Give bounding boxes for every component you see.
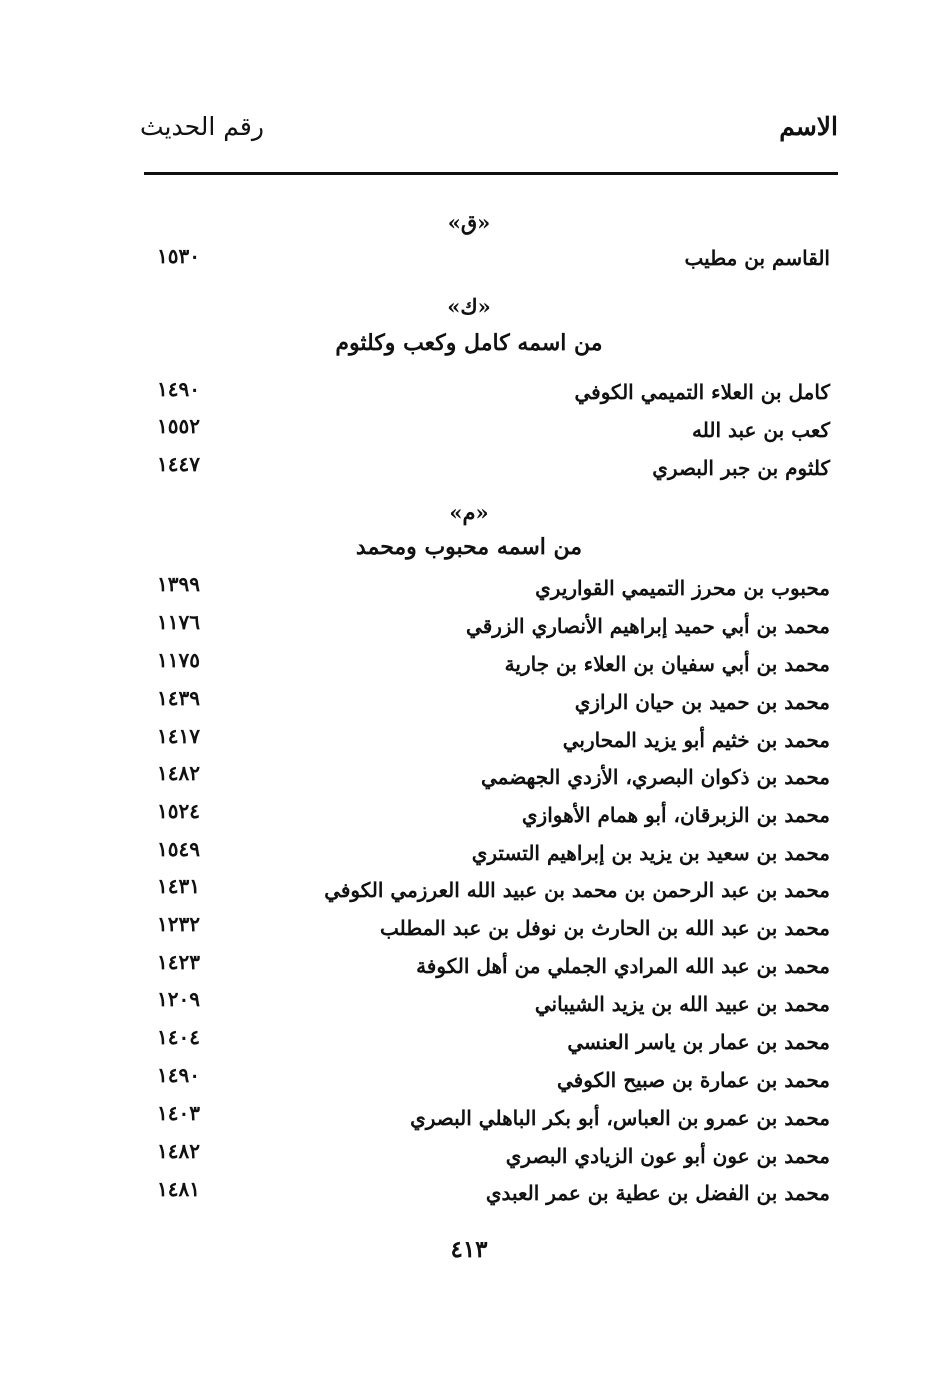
entry-name: محمد بن حميد بن حيان الرازي bbox=[574, 690, 830, 714]
entry-row bbox=[130, 1181, 830, 1215]
entry-number: ١٤٨٢ bbox=[157, 761, 200, 785]
entry-number: ١٤٣٩ bbox=[157, 686, 200, 710]
section-subtitle-kaf: من اسمه كامل وكعب وكلثوم bbox=[335, 330, 603, 356]
entry-name: كعب بن عبد الله bbox=[692, 418, 830, 442]
entry-row bbox=[130, 614, 830, 648]
entry-name: محمد بن الفضل بن عطية بن عمر العبدي bbox=[485, 1181, 830, 1205]
entry-number: ١٥٤٩ bbox=[157, 837, 200, 861]
entry-number: ١٤٩٠ bbox=[157, 377, 200, 401]
entry-row bbox=[130, 418, 830, 452]
entry-row bbox=[130, 878, 830, 912]
entry-row bbox=[130, 652, 830, 686]
entry-row bbox=[130, 803, 830, 837]
entry-name: محمد بن عون أبو عون الزيادي البصري bbox=[505, 1144, 830, 1168]
entry-number: ١٥٢٤ bbox=[157, 799, 200, 823]
entry-number: ١١٧٦ bbox=[157, 610, 200, 634]
entry-number: ١٤٤٧ bbox=[157, 452, 200, 476]
entry-name: محمد بن عبد الله المرادي الجملي من أهل الكوفة bbox=[416, 954, 830, 978]
entry-number: ١٥٥٢ bbox=[157, 414, 200, 438]
entry-name: محمد بن سعيد بن يزيد بن إبراهيم التستري bbox=[471, 841, 830, 865]
entry-row bbox=[130, 690, 830, 724]
entry-number: ١٤٠٤ bbox=[157, 1025, 200, 1049]
entry-row bbox=[130, 916, 830, 950]
entry-number: ١٤٩٠ bbox=[157, 1063, 200, 1087]
section-letter-qaf: «ق» bbox=[447, 210, 491, 235]
entry-row bbox=[130, 841, 830, 875]
entry-number: ١٢٣٢ bbox=[157, 912, 200, 936]
entry-name: محمد بن ذكوان البصري، الأزدي الجهضمي bbox=[480, 765, 830, 789]
entry-name: محمد بن عبد الرحمن بن محمد بن عبيد الله العرزمي الكوفي bbox=[324, 878, 830, 902]
entry-name: محمد بن عمرو بن العباس، أبو بكر الباهلي البصري bbox=[410, 1106, 830, 1130]
entry-name: محمد بن عمار بن ياسر العنسي bbox=[567, 1030, 830, 1054]
section-letter-mim: «م» bbox=[449, 500, 489, 525]
entry-row bbox=[130, 765, 830, 799]
entry-name: محمد بن عبيد الله بن يزيد الشيباني bbox=[534, 992, 830, 1016]
entry-number: ١٤١٧ bbox=[157, 724, 200, 748]
entry-row bbox=[130, 456, 830, 490]
entry-name: محمد بن عبد الله بن الحارث بن نوفل بن عبد المطلب bbox=[379, 916, 830, 940]
entry-name: محمد بن خثيم أبو يزيد المحاربي bbox=[562, 728, 830, 752]
section-subtitle-mim: من اسمه محبوب ومحمد bbox=[355, 534, 583, 560]
entry-number: ١٥٣٠ bbox=[157, 244, 200, 268]
entry-number: ١٤٣١ bbox=[157, 874, 200, 898]
entry-name: محمد بن الزبرقان، أبو همام الأهوازي bbox=[521, 803, 830, 827]
entry-row bbox=[130, 728, 830, 762]
entry-name: القاسم بن مطيب bbox=[684, 246, 830, 270]
entry-name: محبوب بن محرز التميمي القواريري bbox=[535, 576, 830, 600]
entry-name: كامل بن العلاء التميمي الكوفي bbox=[574, 380, 830, 404]
column-header-number: رقم الحديث bbox=[140, 112, 264, 141]
entry-number: ١٤٢٣ bbox=[157, 950, 200, 974]
entry-row bbox=[130, 1106, 830, 1140]
entry-number: ١٣٩٩ bbox=[157, 572, 200, 596]
entry-row bbox=[130, 992, 830, 1026]
entry-name: محمد بن أبي حميد إبراهيم الأنصاري الزرقي bbox=[466, 614, 830, 638]
entry-number: ١٤٨٢ bbox=[157, 1139, 200, 1163]
entry-row bbox=[130, 576, 830, 610]
entry-number: ١٤٠٣ bbox=[157, 1101, 200, 1125]
entry-row bbox=[130, 380, 830, 414]
entry-row bbox=[130, 1144, 830, 1178]
section-letter-kaf: «ك» bbox=[447, 294, 491, 319]
entry-name: محمد بن عمارة بن صبيح الكوفي bbox=[556, 1068, 830, 1092]
entry-number: ١١٧٥ bbox=[157, 648, 200, 672]
entry-number: ١٤٨١ bbox=[157, 1177, 200, 1201]
entry-row bbox=[130, 1030, 830, 1064]
entry-row bbox=[130, 954, 830, 988]
header-rule bbox=[144, 172, 838, 175]
entry-name: محمد بن أبي سفيان بن العلاء بن جارية bbox=[504, 652, 830, 676]
entry-row bbox=[130, 1068, 830, 1102]
entry-row bbox=[130, 246, 830, 280]
page-number: ٤١٣ bbox=[450, 1236, 488, 1263]
entry-name: كلثوم بن جبر البصري bbox=[652, 456, 830, 480]
entry-number: ١٢٠٩ bbox=[157, 987, 200, 1011]
column-header-name: الاسم bbox=[779, 112, 838, 141]
